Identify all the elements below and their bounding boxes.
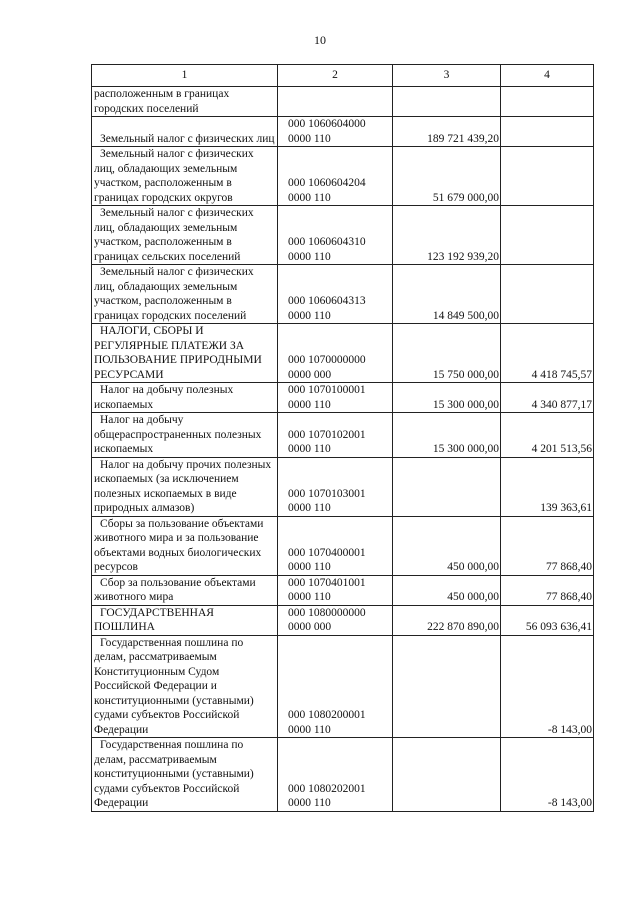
row-plan-value — [393, 635, 501, 738]
row-name-cell: Налог на добычу полезных ископаемых — [92, 383, 278, 413]
table-row — [92, 265, 594, 324]
row-fact-value: -8 143,00 — [501, 738, 594, 812]
row-code-cell: 000 1080200001 0000 110 — [278, 635, 393, 738]
row-plan-value — [393, 738, 501, 812]
row-name-cell: Налог на добычу общераспространенных полезных ископаемых — [92, 413, 278, 458]
row-plan-value: 15 300 000,00 — [393, 413, 501, 458]
row-plan-value: 51 679 000,00 — [393, 147, 501, 206]
page-number: 10 — [314, 33, 326, 47]
table-row — [92, 147, 594, 206]
budget-table — [91, 64, 594, 812]
row-code-cell: 000 1070102001 0000 110 — [278, 413, 393, 458]
table-row — [92, 635, 594, 738]
row-code-cell: 000 1060604310 0000 110 — [278, 206, 393, 265]
row-fact-value: -8 143,00 — [501, 635, 594, 738]
row-code-cell: 000 1070400001 0000 110 — [278, 516, 393, 575]
row-fact-value — [501, 117, 594, 147]
row-fact-value: 77 868,40 — [501, 516, 594, 575]
row-fact-value: 4 201 513,56 — [501, 413, 594, 458]
row-fact-value: 56 093 636,41 — [501, 605, 594, 635]
row-fact-value: 4 418 745,57 — [501, 324, 594, 383]
table-row — [92, 516, 594, 575]
row-name-cell: Земельный налог с физических лиц, обладающих земельным участком, расположенным в границах сельских поселений — [92, 206, 278, 265]
row-name-cell: Государственная пошлина по делам, рассматриваемым конституционными (уставными) судами субъектов Российской Федерации — [92, 738, 278, 812]
table-row — [92, 575, 594, 605]
row-code-cell: 000 1070000000 0000 000 — [278, 324, 393, 383]
column-header-3: 3 — [393, 65, 501, 87]
table-row — [92, 383, 594, 413]
table-row — [92, 738, 594, 812]
row-code-cell: 000 1060604313 0000 110 — [278, 265, 393, 324]
row-name-cell: Земельный налог с физических лиц — [92, 117, 278, 147]
column-header-4: 4 — [501, 65, 594, 87]
row-plan-value — [393, 457, 501, 516]
row-fact-value: 77 868,40 — [501, 575, 594, 605]
row-name-cell: Земельный налог с физических лиц, обладающих земельным участком, расположенным в границах городских округов — [92, 147, 278, 206]
row-fact-value: 4 340 877,17 — [501, 383, 594, 413]
row-name-cell: ГОСУДАРСТВЕННАЯ ПОШЛИНА — [92, 605, 278, 635]
row-name-cell: расположенным в границах городских поселений — [92, 87, 278, 117]
table-row — [92, 206, 594, 265]
row-name-cell: Сбор за пользование объектами животного мира — [92, 575, 278, 605]
row-code-cell: 000 1060604204 0000 110 — [278, 147, 393, 206]
row-fact-value: 139 363,61 — [501, 457, 594, 516]
row-code-cell: 000 1080202001 0000 110 — [278, 738, 393, 812]
table-row — [92, 457, 594, 516]
row-code-cell: 000 1080000000 0000 000 — [278, 605, 393, 635]
row-plan-value — [393, 87, 501, 117]
row-plan-value: 450 000,00 — [393, 575, 501, 605]
table-row — [92, 413, 594, 458]
row-plan-value: 14 849 500,00 — [393, 265, 501, 324]
row-plan-value: 15 300 000,00 — [393, 383, 501, 413]
table-header-row — [92, 65, 594, 87]
column-header-2: 2 — [278, 65, 393, 87]
row-plan-value: 123 192 939,20 — [393, 206, 501, 265]
row-name-cell: Сборы за пользование объектами животного мира и за пользование объектами водных биологических ресурсов — [92, 516, 278, 575]
row-code-cell: 000 1070401001 0000 110 — [278, 575, 393, 605]
row-code-cell — [278, 87, 393, 117]
table-row — [92, 87, 594, 117]
row-fact-value — [501, 265, 594, 324]
row-plan-value: 189 721 439,20 — [393, 117, 501, 147]
row-fact-value — [501, 147, 594, 206]
row-name-cell: Земельный налог с физических лиц, обладающих земельным участком, расположенным в границах городских поселений — [92, 265, 278, 324]
table-row — [92, 605, 594, 635]
row-fact-value — [501, 206, 594, 265]
row-plan-value: 222 870 890,00 — [393, 605, 501, 635]
row-plan-value: 450 000,00 — [393, 516, 501, 575]
row-code-cell: 000 1070103001 0000 110 — [278, 457, 393, 516]
row-fact-value — [501, 87, 594, 117]
row-code-cell: 000 1070100001 0000 110 — [278, 383, 393, 413]
column-header-1: 1 — [92, 65, 278, 87]
row-name-cell: НАЛОГИ, СБОРЫ И РЕГУЛЯРНЫЕ ПЛАТЕЖИ ЗА ПОЛЬЗОВАНИЕ ПРИРОДНЫМИ РЕСУРСАМИ — [92, 324, 278, 383]
row-name-cell: Налог на добычу прочих полезных ископаемых (за исключением полезных ископаемых в виде природных алмазов) — [92, 457, 278, 516]
row-code-cell: 000 1060604000 0000 110 — [278, 117, 393, 147]
row-name-cell: Государственная пошлина по делам, рассматриваемым Конституционным Судом Российской Федерации и конституционными (уставными) судами субъектов Российской Федерации — [92, 635, 278, 738]
table-row — [92, 117, 594, 147]
table-row — [92, 324, 594, 383]
row-plan-value: 15 750 000,00 — [393, 324, 501, 383]
